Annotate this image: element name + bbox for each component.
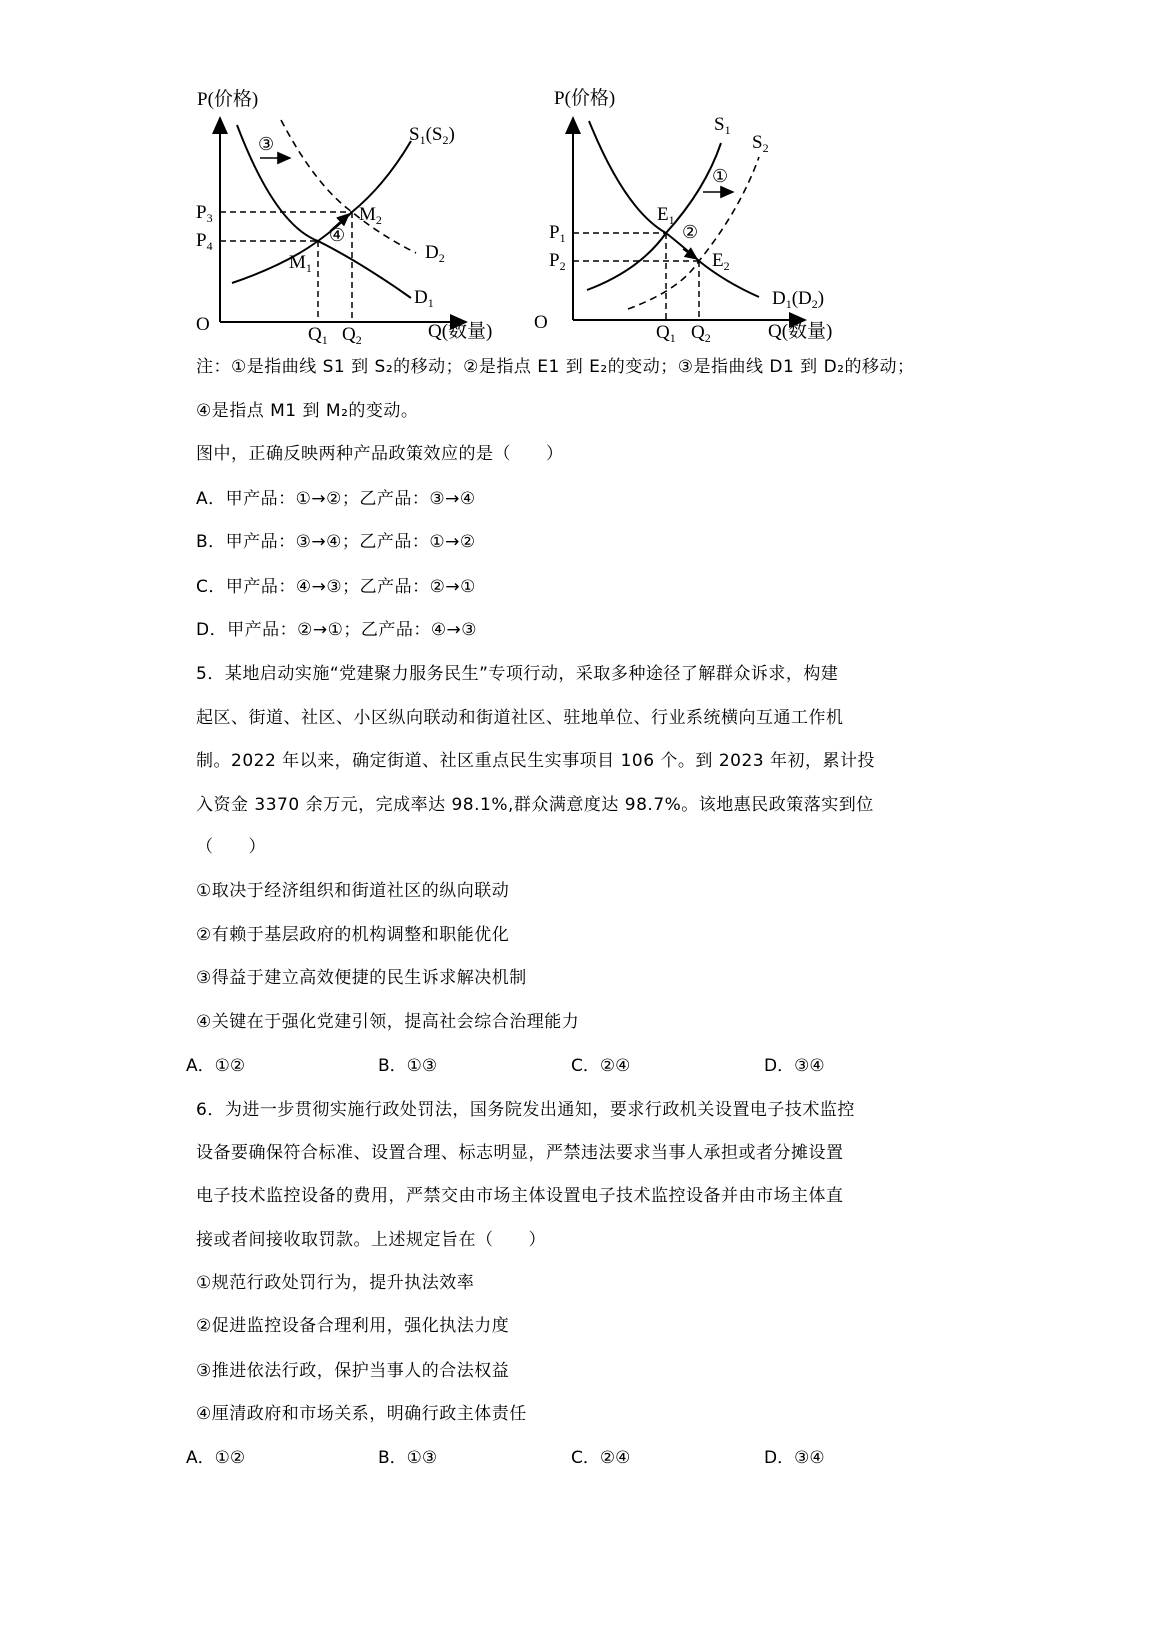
marker-3: ③	[258, 134, 275, 154]
q4-option-a[interactable]: A．甲产品：①→②；乙产品：③→④	[196, 489, 476, 509]
movement-arrow-2	[683, 249, 697, 259]
note-line-1: 注：①是指曲线 S1 到 S₂的移动；②是指点 E1 到 E₂的变动；③是指曲线 D1 到 D₂的移动；	[196, 357, 915, 377]
q6-stem-line-1: 6．为进一步贯彻实施行政处罚法，国务院发出通知，要求行政机关设置电子技术监控	[196, 1100, 855, 1120]
demand-curve-d1	[589, 121, 759, 297]
demand-curve-d2	[281, 120, 416, 253]
q1-label: $Q_1$	[656, 322, 676, 345]
q4-stem: 图中，正确反映两种产品政策效应的是（ ）	[196, 444, 564, 464]
note-line-2: ④是指点 M1 到 M₂的变动。	[196, 401, 419, 421]
q4-option-c[interactable]: C．甲产品：④→③；乙产品：②→①	[196, 577, 476, 597]
q5-statement-1: ①取决于经济组织和街道社区的纵向联动	[196, 881, 510, 901]
q4-option-d[interactable]: D．甲产品：②→①；乙产品：④→③	[196, 620, 478, 640]
q2-label: $Q_2$	[691, 322, 711, 345]
q6-choice-d[interactable]: D．③④	[764, 1448, 825, 1468]
q5-stem-line-5: （ ）	[196, 837, 266, 857]
e1-label: $E_1$	[657, 204, 675, 227]
q6-stem-line-4: 接或者间接收取罚款。上述规定旨在（ ）	[196, 1230, 546, 1250]
q6-stem-line-3: 电子技术监控设备的费用，严禁交由市场主体设置电子技术监控设备并由市场主体直	[196, 1186, 844, 1206]
marker-4: ④	[329, 225, 346, 245]
q2-label: $Q_2$	[342, 324, 362, 347]
s1-s2-label: $S_1(S_2)$	[409, 124, 455, 147]
e2-label: $E_2$	[712, 250, 730, 273]
q6-choice-b[interactable]: B．①③	[378, 1448, 438, 1468]
q5-choice-c[interactable]: C．②④	[571, 1056, 631, 1076]
d2-label: $D_2$	[425, 242, 445, 265]
y-axis-label: P(价格)	[554, 88, 616, 109]
marker-2: ②	[682, 222, 699, 242]
q5-statement-4: ④关键在于强化党建引领，提高社会综合治理能力	[196, 1012, 580, 1032]
m2-label: $M_2$	[359, 204, 382, 227]
q5-choice-b[interactable]: B．①③	[378, 1056, 438, 1076]
d1-d2-label: $D_1(D_2)$	[772, 288, 825, 311]
q5-stem-line-3: 制。2022 年以来，确定街道、社区重点民生实事项目 106 个。到 2023 年初，累计投	[196, 751, 875, 771]
q5-stem-line-4: 入资金 3370 余万元，完成率达 98.1%,群众满意度达 98.7%。该地惠民政策落实到位	[196, 795, 874, 815]
y-axis-label: P(价格)	[197, 89, 259, 110]
q5-stem-line-2: 起区、街道、社区、小区纵向联动和街道社区、驻地单位、行业系统横向互通工作机	[196, 708, 844, 728]
marker-1: ①	[712, 166, 729, 186]
d1-label: $D_1$	[414, 287, 434, 310]
m1-label: $M_1$	[289, 252, 312, 275]
q5-choice-d[interactable]: D．③④	[764, 1056, 825, 1076]
q4-option-b[interactable]: B．甲产品：③→④；乙产品：①→②	[196, 532, 476, 552]
q6-statement-3: ③推进依法行政，保护当事人的合法权益	[196, 1361, 510, 1381]
p1-label: $P_1$	[549, 222, 566, 245]
q6-choice-a[interactable]: A．①②	[186, 1448, 246, 1468]
p2-label: $P_2$	[549, 250, 566, 273]
supply-demand-diagram-left	[0, 80, 520, 350]
q6-stem-line-2: 设备要确保符合标准、设置合理、标志明显，严禁违法要求当事人承担或者分摊设置	[196, 1143, 844, 1163]
origin-label: O	[196, 314, 210, 335]
q5-choice-a[interactable]: A．①②	[186, 1056, 246, 1076]
s1-label: $S_1$	[714, 114, 731, 137]
x-axis-label: Q(数量)	[428, 321, 493, 342]
p4-label: $P_4$	[196, 230, 213, 253]
q6-choice-c[interactable]: C．②④	[571, 1448, 631, 1468]
supply-curve-s1	[587, 143, 721, 290]
q1-label: $Q_1$	[308, 324, 328, 347]
q5-stem-line-1: 5．某地启动实施“党建聚力服务民生”专项行动，采取多种途径了解群众诉求，构建	[196, 664, 839, 684]
q5-statement-3: ③得益于建立高效便捷的民生诉求解决机制	[196, 968, 527, 988]
q6-statement-4: ④厘清政府和市场关系，明确行政主体责任	[196, 1404, 527, 1424]
supply-demand-diagram-right	[520, 80, 860, 350]
q5-statement-2: ②有赖于基层政府的机构调整和职能优化	[196, 925, 510, 945]
q6-statement-2: ②促进监控设备合理利用，强化执法力度	[196, 1316, 510, 1336]
origin-label: O	[534, 312, 548, 333]
s2-label: $S_2$	[752, 132, 769, 155]
x-axis-label: Q(数量)	[768, 321, 833, 342]
q6-statement-1: ①规范行政处罚行为，提升执法效率	[196, 1273, 475, 1293]
p3-label: $P_3$	[196, 202, 213, 225]
